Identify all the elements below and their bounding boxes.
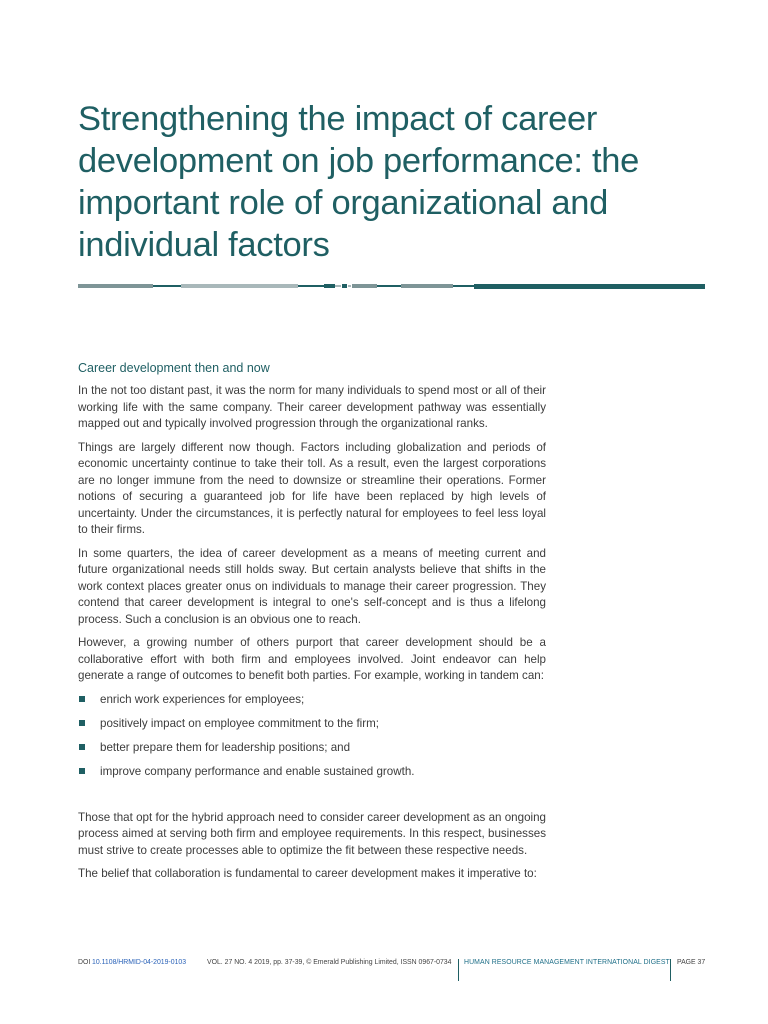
square-bullet-icon <box>79 720 85 726</box>
list-item: better prepare them for leadership positions; and <box>78 740 546 764</box>
square-bullet-icon <box>79 768 85 774</box>
bullet-list <box>78 692 546 788</box>
paragraph: However, a growing number of others purport that career development should be a collaborative effort with both firm and employees involved. Joint endeavor can help generate a range of outcomes to benefit both parties. For example, working in tandem can: <box>78 636 546 682</box>
square-bullet-icon <box>79 744 85 750</box>
paragraph: The belief that collaboration is fundamental to career development makes it imperative to: <box>78 867 537 880</box>
article-body <box>78 383 546 890</box>
doi-link[interactable]: 10.1108/HRMID-04-2019-0103 <box>92 959 187 966</box>
footer-divider <box>458 959 459 981</box>
page-number: PAGE 37 <box>677 959 706 966</box>
section-heading: Career development then and now <box>78 361 270 375</box>
paragraph: Things are largely different now though. Factors including globalization and periods of economic uncertainty continue to take their toll. As a result, even the largest corporations are no longer immune from the need to downsize or streamline their operations. Former notions of securing a guaranteed job for life have been replaced by high levels of uncertainty. Under the circumstances, it is perfectly natural for employees to feel less loyal to their firms. <box>78 440 546 536</box>
footer-divider <box>670 959 671 981</box>
journal-name: HUMAN RESOURCE MANAGEMENT INTERNATIONAL DIGEST <box>464 959 670 966</box>
list-item: positively impact on employee commitment to the firm; <box>78 716 546 740</box>
decorative-title-rule <box>78 282 705 290</box>
paragraph: Those that opt for the hybrid approach need to consider career development as an ongoing process aimed at serving both firm and employee requirements. In this respect, businesses must strive to create processes able to optimize the fit between these respective needs. <box>78 810 546 857</box>
doi-label: DOI <box>78 959 91 966</box>
paragraph: In the not too distant past, it was the norm for many individuals to spend most or all of their working life with the same company. Their career development pathway was essentially mapped out and typically involved progression through the organizational ranks. <box>78 384 546 430</box>
citation: VOL. 27 NO. 4 2019, pp. 37-39, © Emerald Publishing Limited, ISSN 0967-0734 <box>207 959 452 966</box>
article-title: Strengthening the impact of career development on job performance: the important role of organizational and individual factors <box>78 100 640 264</box>
paragraph: In some quarters, the idea of career development as a means of meeting current and future organizational needs still holds sway. But certain analysts believe that shifts in the work context places greater onus on individuals to manage their career progression. They contend that career development is integral to one's self-concept and is thus a lifelong process. Such a conclusion is an obvious one to reach. <box>78 546 546 626</box>
square-bullet-icon <box>79 696 85 702</box>
list-item: improve company performance and enable sustained growth. <box>78 764 546 788</box>
page-footer <box>78 957 708 971</box>
list-item: enrich work experiences for employees; <box>78 692 546 716</box>
